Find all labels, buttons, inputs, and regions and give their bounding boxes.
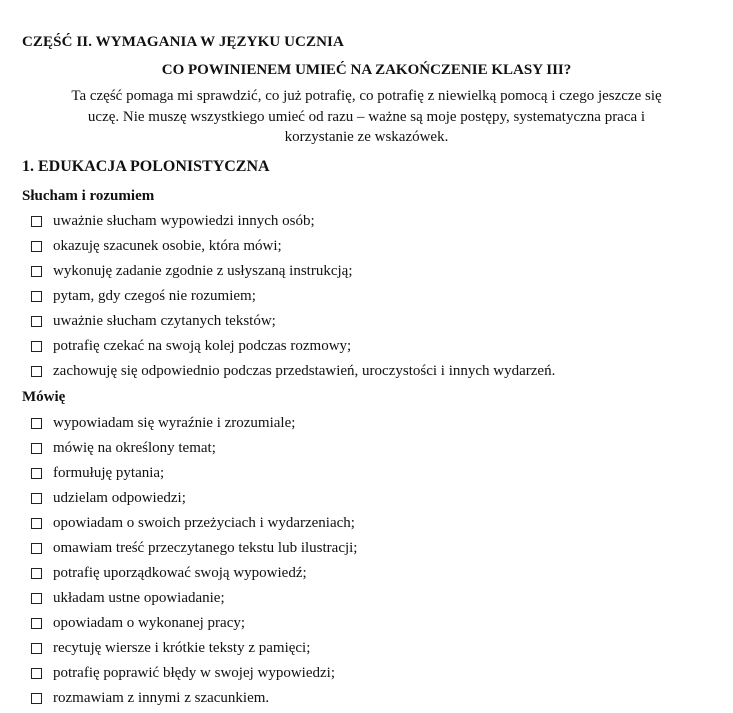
page-subtitle: CO POWINIENEM UMIEĆ NA ZAKOŃCZENIE KLASY III? <box>161 62 572 78</box>
checkbox[interactable] <box>31 241 42 252</box>
checklist-item-label: potrafię uporządkować swoją wypowiedź; <box>53 565 307 581</box>
checklist-item-label: rozmawiam z innymi z szacunkiem. <box>53 690 270 706</box>
checklist-item-label: omawiam treść przeczytanego tekstu lub ilustracji; <box>53 540 358 556</box>
checkbox[interactable] <box>31 518 42 529</box>
section-title: 1. EDUKACJA POLONISTYCZNA <box>22 158 270 175</box>
checklist-speaking <box>31 411 357 711</box>
checkbox[interactable] <box>31 543 42 554</box>
intro-paragraph <box>20 86 713 148</box>
checklist-item <box>31 309 555 334</box>
intro-line: korzystanie ze wskazówek. <box>284 129 449 145</box>
intro-line: Ta część pomaga mi sprawdzić, co już potrafię, co potrafię z niewielką pomocą i czego jeszcze się <box>71 88 662 104</box>
checklist-item-label: mówię na określony temat; <box>53 440 216 456</box>
checklist-item-label: potrafię czekać na swoją kolej podczas rozmowy; <box>53 338 352 354</box>
checklist-item-label: potrafię poprawić błędy w swojej wypowiedzi; <box>53 665 336 681</box>
checklist-item-label: opowiadam o swoich przeżyciach i wydarzeniach; <box>53 515 355 531</box>
checkbox[interactable] <box>31 493 42 504</box>
checklist-item <box>31 359 555 384</box>
checklist-item <box>31 686 357 711</box>
checkbox[interactable] <box>31 693 42 704</box>
checkbox[interactable] <box>31 366 42 377</box>
checklist-item <box>31 461 357 486</box>
checklist-item <box>31 636 357 661</box>
intro-line: uczę. Nie muszę wszystkiego umieć od razu – ważne są moje postępy, systematyczna praca i <box>87 108 646 125</box>
checklist-listening <box>31 209 555 384</box>
checklist-item-label: wypowiadam się wyraźnie i zrozumiale; <box>53 415 296 431</box>
checkbox[interactable] <box>31 568 42 579</box>
checkbox[interactable] <box>31 668 42 679</box>
checkbox[interactable] <box>31 643 42 654</box>
checklist-item-label: opowiadam o wykonanej pracy; <box>53 615 246 631</box>
checklist-item-label: pytam, gdy czegoś nie rozumiem; <box>53 288 256 304</box>
checkbox[interactable] <box>31 266 42 277</box>
checkbox[interactable] <box>31 341 42 352</box>
checklist-item-label: recytuję wiersze i krótkie teksty z pamięci; <box>53 640 311 656</box>
checklist-item <box>31 284 555 309</box>
subheading-speaking: Mówię <box>22 389 66 405</box>
subheading-listening: Słucham i rozumiem <box>22 188 155 204</box>
checklist-item-label: uważnie słucham czytanych tekstów; <box>53 313 276 329</box>
checkbox[interactable] <box>31 618 42 629</box>
checkbox[interactable] <box>31 443 42 454</box>
checkbox[interactable] <box>31 593 42 604</box>
checklist-item <box>31 436 357 461</box>
checklist-item-label: zachowuję się odpowiednio podczas przedstawień, uroczystości i innych wydarzeń. <box>53 363 556 379</box>
checklist-item-label: wykonuję zadanie zgodnie z usłyszaną instrukcją; <box>53 263 353 279</box>
checklist-item <box>31 259 555 284</box>
checklist-item-label: udzielam odpowiedzi; <box>53 490 186 506</box>
checklist-item-label: układam ustne opowiadanie; <box>53 590 225 606</box>
checklist-item <box>31 209 555 234</box>
checkbox[interactable] <box>31 316 42 327</box>
checkbox[interactable] <box>31 216 42 227</box>
checkbox[interactable] <box>31 291 42 302</box>
part-title: CZĘŚĆ II. WYMAGANIA W JĘZYKU UCZNIA <box>22 34 344 50</box>
checklist-item-label: uważnie słucham wypowiedzi innych osób; <box>53 213 315 229</box>
checklist-item <box>31 511 357 536</box>
checklist-item <box>31 234 555 259</box>
checklist-item <box>31 536 357 561</box>
checklist-item <box>31 661 357 686</box>
checklist-item-label: formułuję pytania; <box>53 465 165 481</box>
checklist-item-label: okazuję szacunek osobie, która mówi; <box>53 238 282 254</box>
checklist-item <box>31 334 555 359</box>
checklist-item <box>31 611 357 636</box>
checklist-item <box>31 486 357 511</box>
checklist-item <box>31 411 357 436</box>
checkbox[interactable] <box>31 468 42 479</box>
checkbox[interactable] <box>31 418 42 429</box>
checklist-item <box>31 586 357 611</box>
checklist-item <box>31 561 357 586</box>
